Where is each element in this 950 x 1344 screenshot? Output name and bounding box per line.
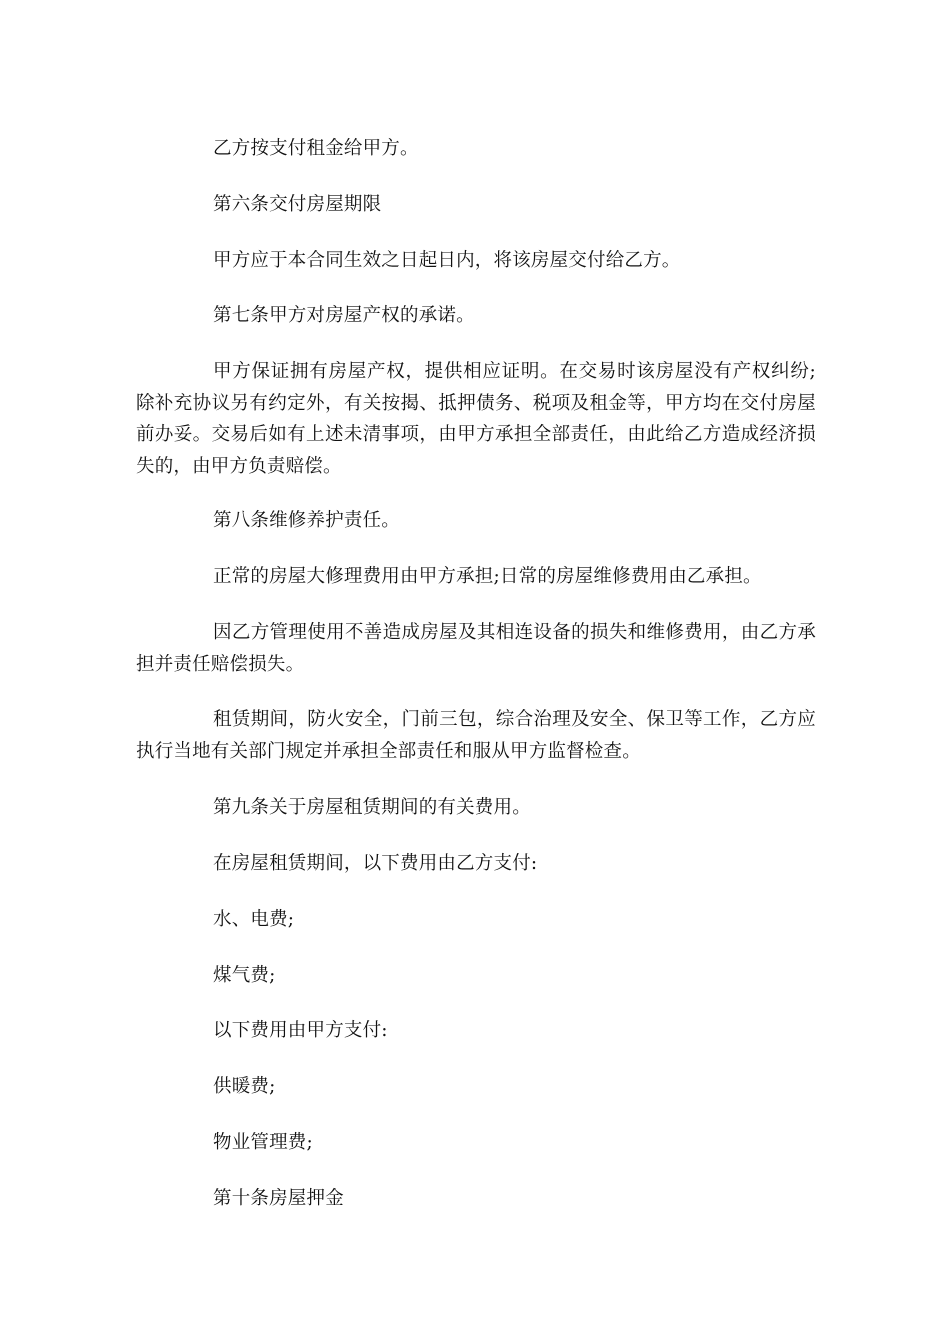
list-item-property-management: 物业管理费; — [213, 1132, 313, 1153]
paragraph-property-rights: 甲方保证拥有房屋产权，提供相应证明。在交易时该房屋没有产权纠纷;除补充协议另有约定外，有关按揭、抵押债务、税项及租金等，甲方均在交付房屋前办妥。交易后如有上述未清事项，由甲方承担全部责任，由此给乙方造成经济损失的，由甲方负责赔偿。 — [136, 361, 816, 477]
list-item-water-electricity: 水、电费; — [213, 909, 295, 930]
article-10-heading: 第十条房屋押金 — [213, 1188, 344, 1209]
paragraph-tenant-fees-intro: 在房屋租赁期间，以下费用由乙方支付: — [213, 853, 538, 874]
paragraph-damage-liability: 因乙方管理使用不善造成房屋及其相连设备的损失和维修费用，由乙方承担并责任赔偿损失。 — [136, 622, 816, 675]
paragraph-repair-costs: 正常的房屋大修理费用由甲方承担;日常的房屋维修费用由乙承担。 — [213, 566, 762, 587]
paragraph-rent-payment: 乙方按支付租金给甲方。 — [213, 138, 419, 159]
list-item-gas: 煤气费; — [213, 965, 276, 986]
article-6-heading: 第六条交付房屋期限 — [213, 194, 382, 215]
paragraph-safety-duties: 租赁期间，防火安全，门前三包，综合治理及安全、保卫等工作，乙方应执行当地有关部门规定并承担全部责任和服从甲方监督检查。 — [136, 709, 816, 762]
article-7-heading: 第七条甲方对房屋产权的承诺。 — [213, 305, 475, 326]
article-8-heading: 第八条维修养护责任。 — [213, 510, 401, 531]
list-item-heating: 供暖费; — [213, 1076, 276, 1097]
article-9-heading: 第九条关于房屋租赁期间的有关费用。 — [213, 797, 531, 818]
paragraph-landlord-fees-intro: 以下费用由甲方支付: — [213, 1020, 388, 1041]
paragraph-delivery-term: 甲方应于本合同生效之日起日内，将该房屋交付给乙方。 — [213, 250, 681, 271]
